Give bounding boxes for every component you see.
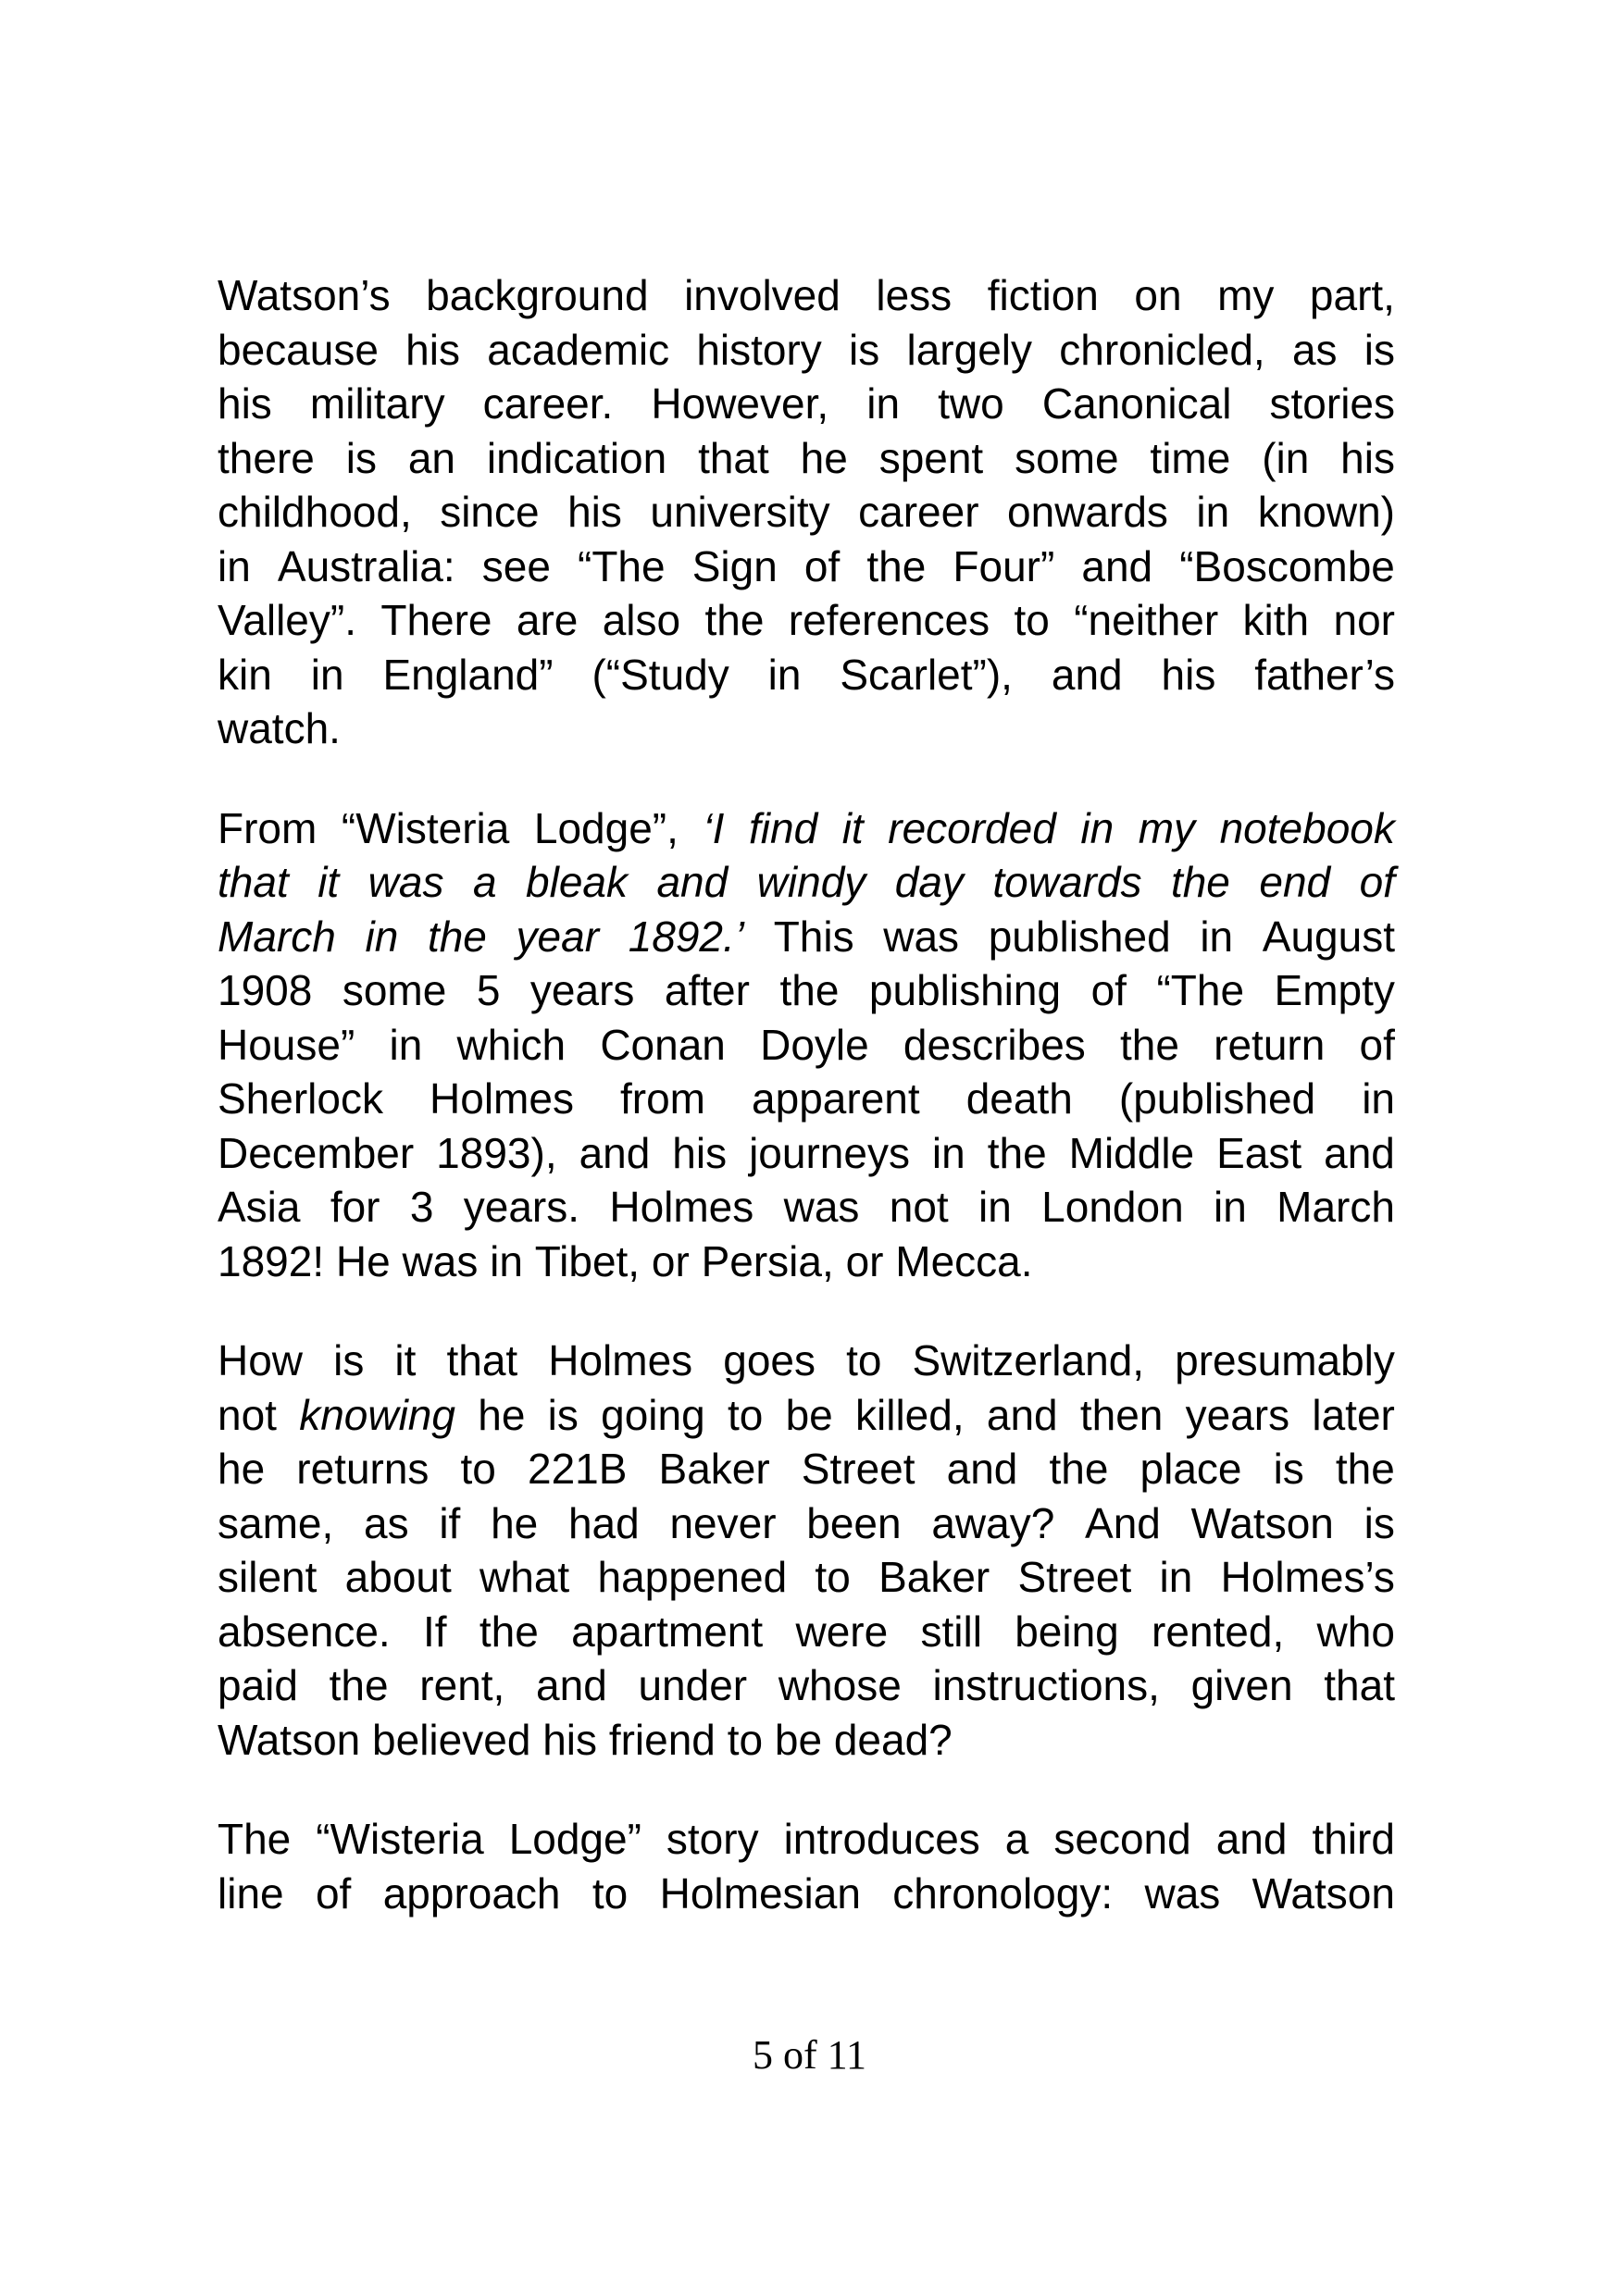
italic-word: day <box>894 858 964 906</box>
word: Mecca. <box>895 1236 1033 1285</box>
italic-word: my <box>1138 803 1196 852</box>
word: East <box>1216 1128 1302 1177</box>
word: chronicled, <box>1059 325 1265 374</box>
word: career <box>858 488 979 536</box>
word: in <box>218 541 251 590</box>
word: absence. <box>218 1607 391 1656</box>
word: Baker <box>658 1445 770 1493</box>
word: from <box>620 1074 705 1123</box>
word: Lodge” <box>508 1815 641 1863</box>
italic-word: bleak <box>526 858 628 906</box>
text-line <box>218 1550 1395 1605</box>
word: background <box>426 271 649 319</box>
word: return <box>1214 1020 1326 1069</box>
word: England” <box>382 650 554 699</box>
text-line <box>218 963 1395 1018</box>
text-line <box>218 701 1395 756</box>
word: not <box>889 1183 949 1231</box>
word: was <box>1144 1868 1221 1917</box>
word: Middle <box>1068 1128 1195 1177</box>
word: to <box>592 1868 629 1917</box>
word: 5 <box>476 966 501 1014</box>
word: two <box>938 379 1004 428</box>
word: or <box>651 1236 690 1285</box>
word: which <box>456 1020 567 1069</box>
word: had <box>567 1498 640 1547</box>
text-line <box>218 855 1395 910</box>
italic-word: recorded <box>888 803 1056 852</box>
word: kith <box>1242 596 1310 644</box>
word: involved <box>684 271 841 319</box>
word: also <box>602 596 681 644</box>
word: my <box>1217 271 1275 319</box>
word: to <box>846 1336 882 1384</box>
word: after <box>664 966 750 1014</box>
word: he <box>800 433 848 482</box>
paragraph <box>218 1334 1395 1767</box>
italic-word: a <box>472 858 497 906</box>
word: still <box>920 1607 982 1656</box>
word: and <box>986 1390 1058 1439</box>
word: “Boscombe <box>1179 541 1395 590</box>
word: a <box>1004 1815 1029 1863</box>
word: Baker <box>878 1553 990 1601</box>
italic-word: in <box>365 912 399 961</box>
word: he <box>218 1445 266 1493</box>
word: to <box>727 1715 764 1764</box>
word: and <box>946 1445 1018 1493</box>
word: Four” <box>953 541 1055 590</box>
word: his <box>1340 433 1395 482</box>
word: presumably <box>1175 1336 1395 1384</box>
italic-word: end <box>1259 858 1331 906</box>
word: paid <box>218 1661 298 1709</box>
text-line <box>218 431 1395 486</box>
word: death <box>965 1074 1073 1123</box>
word: line <box>218 1868 284 1917</box>
word: of <box>315 1868 352 1917</box>
word: the <box>479 1607 539 1656</box>
word: to <box>1014 596 1050 644</box>
word: on <box>1134 271 1182 319</box>
word: and <box>579 1128 651 1177</box>
italic-word: notebook <box>1219 803 1395 852</box>
text-line <box>218 1713 1395 1768</box>
word: history <box>696 325 822 374</box>
word: He <box>335 1236 391 1285</box>
word: Scarlet”), <box>840 650 1013 699</box>
text-line <box>218 1072 1395 1126</box>
word: (published <box>1118 1074 1316 1123</box>
word: Watson <box>1252 1868 1395 1917</box>
word: published <box>988 912 1171 961</box>
text-line <box>218 1334 1395 1388</box>
text-line <box>218 593 1395 648</box>
word: to <box>727 1390 764 1439</box>
word: describes <box>903 1020 1086 1069</box>
word: Sign <box>691 541 778 590</box>
word: in <box>1196 488 1230 536</box>
text-line <box>218 1442 1395 1496</box>
text-line <box>218 1126 1395 1181</box>
document-body <box>218 268 1395 1920</box>
word: publishing <box>868 966 1062 1014</box>
word: Holmes’s <box>1220 1553 1395 1601</box>
word: as <box>1291 325 1338 374</box>
word: This <box>773 912 854 961</box>
word: is <box>1364 325 1395 374</box>
word: less <box>876 271 953 319</box>
italic-word: it <box>318 858 340 906</box>
word: is <box>1273 1445 1304 1493</box>
text-line <box>218 323 1395 378</box>
word: Doyle <box>760 1020 869 1069</box>
word: Watson <box>218 1715 361 1764</box>
word: there <box>218 433 315 482</box>
text-line <box>218 801 1395 856</box>
word: because <box>218 325 379 374</box>
word: if <box>439 1498 461 1547</box>
word: second <box>1053 1815 1191 1863</box>
word: Persia, <box>701 1236 834 1285</box>
word: time <box>1150 433 1231 482</box>
word: dead? <box>833 1715 953 1764</box>
paragraph <box>218 1812 1395 1920</box>
text-line <box>218 377 1395 431</box>
word: for <box>330 1183 380 1231</box>
text-line <box>218 1812 1395 1867</box>
word: away? <box>931 1498 1055 1547</box>
word: to <box>460 1445 496 1493</box>
italic-word: and <box>656 858 729 906</box>
word: years. <box>463 1183 580 1231</box>
italic-word: March <box>218 912 336 961</box>
word: is <box>333 1336 365 1384</box>
word: are <box>516 596 579 644</box>
word: Holmes <box>548 1336 693 1384</box>
word: 3 <box>409 1183 434 1231</box>
word: been <box>806 1498 902 1547</box>
word: Switzerland, <box>912 1336 1145 1384</box>
word: Street <box>1017 1553 1132 1601</box>
italic-word: of <box>1359 858 1395 906</box>
word: or <box>845 1236 884 1285</box>
word: whose <box>778 1661 902 1709</box>
word: he <box>478 1390 526 1439</box>
word: silent <box>218 1553 318 1601</box>
word: the <box>779 966 840 1014</box>
word: largely <box>906 325 1033 374</box>
word: London <box>1041 1183 1184 1231</box>
word: There <box>380 596 492 644</box>
word: his <box>672 1128 728 1177</box>
word: Holmesian <box>659 1868 861 1917</box>
word: However, <box>651 379 829 428</box>
word: introduces <box>783 1815 980 1863</box>
word: 221B <box>528 1445 628 1493</box>
word: Australia: <box>277 541 455 590</box>
word: Sherlock <box>218 1074 383 1123</box>
word: that <box>698 433 769 482</box>
word: third <box>1312 1815 1395 1863</box>
text-line <box>218 1388 1395 1443</box>
word: 1908 <box>218 966 313 1014</box>
word: he <box>491 1498 539 1547</box>
word: “Wisteria <box>341 803 510 852</box>
word: Watson <box>1190 1498 1334 1547</box>
word: being <box>1015 1607 1119 1656</box>
italic-word: in <box>1080 803 1115 852</box>
word: going <box>601 1390 705 1439</box>
paragraph <box>218 801 1395 1289</box>
italic-word: ‘I <box>703 803 725 852</box>
word: in <box>931 1128 965 1177</box>
word: given <box>1190 1661 1293 1709</box>
word: in <box>1159 1553 1193 1601</box>
word: same, <box>218 1498 334 1547</box>
word: Watson’s <box>218 271 391 319</box>
word: since <box>440 488 540 536</box>
word: of <box>1090 966 1127 1014</box>
word: “Wisteria <box>316 1815 484 1863</box>
word: and <box>1324 1128 1395 1177</box>
page-number: 5 of 11 <box>752 2032 867 2078</box>
word: spent <box>878 433 984 482</box>
word: career. <box>482 379 614 428</box>
word: apparent <box>752 1074 920 1123</box>
text-line <box>218 648 1395 702</box>
word: years <box>1185 1390 1290 1439</box>
word: story <box>666 1815 759 1863</box>
word: Asia <box>218 1183 301 1231</box>
word: Canonical <box>1041 379 1232 428</box>
word: in <box>767 650 802 699</box>
word: his <box>542 1715 598 1764</box>
word: his <box>405 325 460 374</box>
word: indication <box>486 433 667 482</box>
text-line <box>218 485 1395 540</box>
word: “neither <box>1074 596 1219 644</box>
word: apartment <box>571 1607 764 1656</box>
text-line <box>218 268 1395 323</box>
word: December <box>218 1128 415 1177</box>
word: later <box>1312 1390 1395 1439</box>
word: not <box>218 1390 277 1439</box>
word: be <box>785 1390 833 1439</box>
italic-word: was <box>367 858 444 906</box>
word: in <box>389 1020 423 1069</box>
word: 1892! <box>218 1236 325 1285</box>
word: 1893), <box>436 1128 557 1177</box>
text-line <box>218 1605 1395 1659</box>
word: killed, <box>855 1390 965 1439</box>
word: the <box>987 1128 1047 1177</box>
paragraph <box>218 268 1395 756</box>
word: and <box>1081 541 1153 590</box>
word: onwards <box>1007 488 1168 536</box>
word: And <box>1085 1498 1161 1547</box>
word: the <box>704 596 765 644</box>
word: to <box>815 1553 851 1601</box>
word: Empty <box>1274 966 1395 1014</box>
text-line <box>218 1867 1395 1921</box>
word: in <box>1200 912 1234 961</box>
word: his <box>567 488 622 536</box>
word: in <box>490 1236 523 1285</box>
word: friend <box>608 1715 716 1764</box>
italic-word: that <box>218 858 289 906</box>
word: the <box>1335 1445 1395 1493</box>
text-line <box>218 910 1395 964</box>
word: references <box>788 596 990 644</box>
word: “The <box>1156 966 1245 1014</box>
word: part, <box>1309 271 1395 319</box>
word: some <box>1015 433 1119 482</box>
word: in <box>1362 1074 1395 1123</box>
word: be <box>774 1715 823 1764</box>
word: If <box>422 1607 447 1656</box>
word: kin <box>218 650 272 699</box>
word: some <box>342 966 447 1014</box>
word: instructions, <box>932 1661 1160 1709</box>
word: March <box>1277 1183 1395 1231</box>
word: (in <box>1262 433 1310 482</box>
word: goes <box>723 1336 816 1384</box>
word: in <box>866 379 901 428</box>
word: watch. <box>218 704 341 752</box>
italic-word: find <box>748 803 818 852</box>
word: Valley”. <box>218 596 356 644</box>
word: and <box>1051 650 1123 699</box>
word: stories <box>1269 379 1395 428</box>
word: the <box>1049 1445 1109 1493</box>
word: then <box>1079 1390 1164 1439</box>
word: father’s <box>1254 650 1395 699</box>
word: academic <box>487 325 670 374</box>
word: as <box>364 1498 409 1547</box>
word: in <box>310 650 344 699</box>
word: rented, <box>1152 1607 1285 1656</box>
word: who <box>1316 1607 1395 1656</box>
word: his <box>218 379 272 428</box>
word: Lodge”, <box>533 803 679 852</box>
word: was <box>402 1236 479 1285</box>
word: military <box>309 379 445 428</box>
word: in <box>1214 1183 1247 1231</box>
word: is <box>849 325 880 374</box>
word: were <box>795 1607 889 1656</box>
italic-word: the <box>427 912 487 961</box>
text-line <box>218 1496 1395 1551</box>
word: How <box>218 1336 304 1384</box>
word: the <box>329 1661 389 1709</box>
italic-word: it <box>841 803 864 852</box>
word: that <box>1324 1661 1395 1709</box>
word: is <box>345 433 377 482</box>
word: nor <box>1333 596 1395 644</box>
word: about <box>344 1553 452 1601</box>
word: believed <box>372 1715 531 1764</box>
word: and <box>1215 1815 1288 1863</box>
word: was <box>783 1183 860 1231</box>
word: the <box>866 541 927 590</box>
word: never <box>669 1498 777 1547</box>
word: place <box>1140 1445 1242 1493</box>
word: known) <box>1257 488 1395 536</box>
italic-word: the <box>1170 858 1230 906</box>
word: is <box>1364 1498 1395 1547</box>
word: childhood, <box>218 488 412 536</box>
word: that <box>446 1336 518 1384</box>
word: The <box>218 1815 292 1863</box>
italic-word: knowing <box>299 1390 455 1439</box>
word: what <box>479 1553 570 1601</box>
word: From <box>218 803 318 852</box>
word: and <box>536 1661 607 1709</box>
word: (“Study <box>592 650 729 699</box>
word: is <box>547 1390 579 1439</box>
word: Conan <box>600 1020 726 1069</box>
word: his <box>1161 650 1216 699</box>
word: of <box>803 541 841 590</box>
word: August <box>1262 912 1395 961</box>
word: see <box>481 541 551 590</box>
text-line <box>218 540 1395 594</box>
italic-word: year <box>516 912 600 961</box>
word: approach <box>382 1868 561 1917</box>
word: university <box>650 488 830 536</box>
text-line <box>218 1658 1395 1713</box>
word: Holmes <box>430 1074 574 1123</box>
italic-word: windy <box>756 858 866 906</box>
italic-word: towards <box>992 858 1142 906</box>
word: journeys <box>749 1128 910 1177</box>
word: was <box>883 912 960 961</box>
word: rent, <box>419 1661 505 1709</box>
word: the <box>1119 1020 1179 1069</box>
word: under <box>638 1661 748 1709</box>
word: Street <box>801 1445 915 1493</box>
word: an <box>407 433 455 482</box>
word: in <box>978 1183 1012 1231</box>
text-line <box>218 1180 1395 1235</box>
text-line <box>218 1235 1395 1289</box>
word: Tibet, <box>534 1236 641 1285</box>
italic-word: 1892.’ <box>628 912 745 961</box>
word: chronology: <box>892 1868 1114 1917</box>
word: fiction <box>987 271 1099 319</box>
word: “The <box>578 541 666 590</box>
text-line <box>218 1018 1395 1073</box>
word: happened <box>597 1553 788 1601</box>
word: years <box>529 966 635 1014</box>
word: it <box>394 1336 417 1384</box>
word: Holmes <box>609 1183 754 1231</box>
word: House” <box>218 1020 355 1069</box>
word: returns <box>296 1445 430 1493</box>
word: of <box>1359 1020 1395 1069</box>
